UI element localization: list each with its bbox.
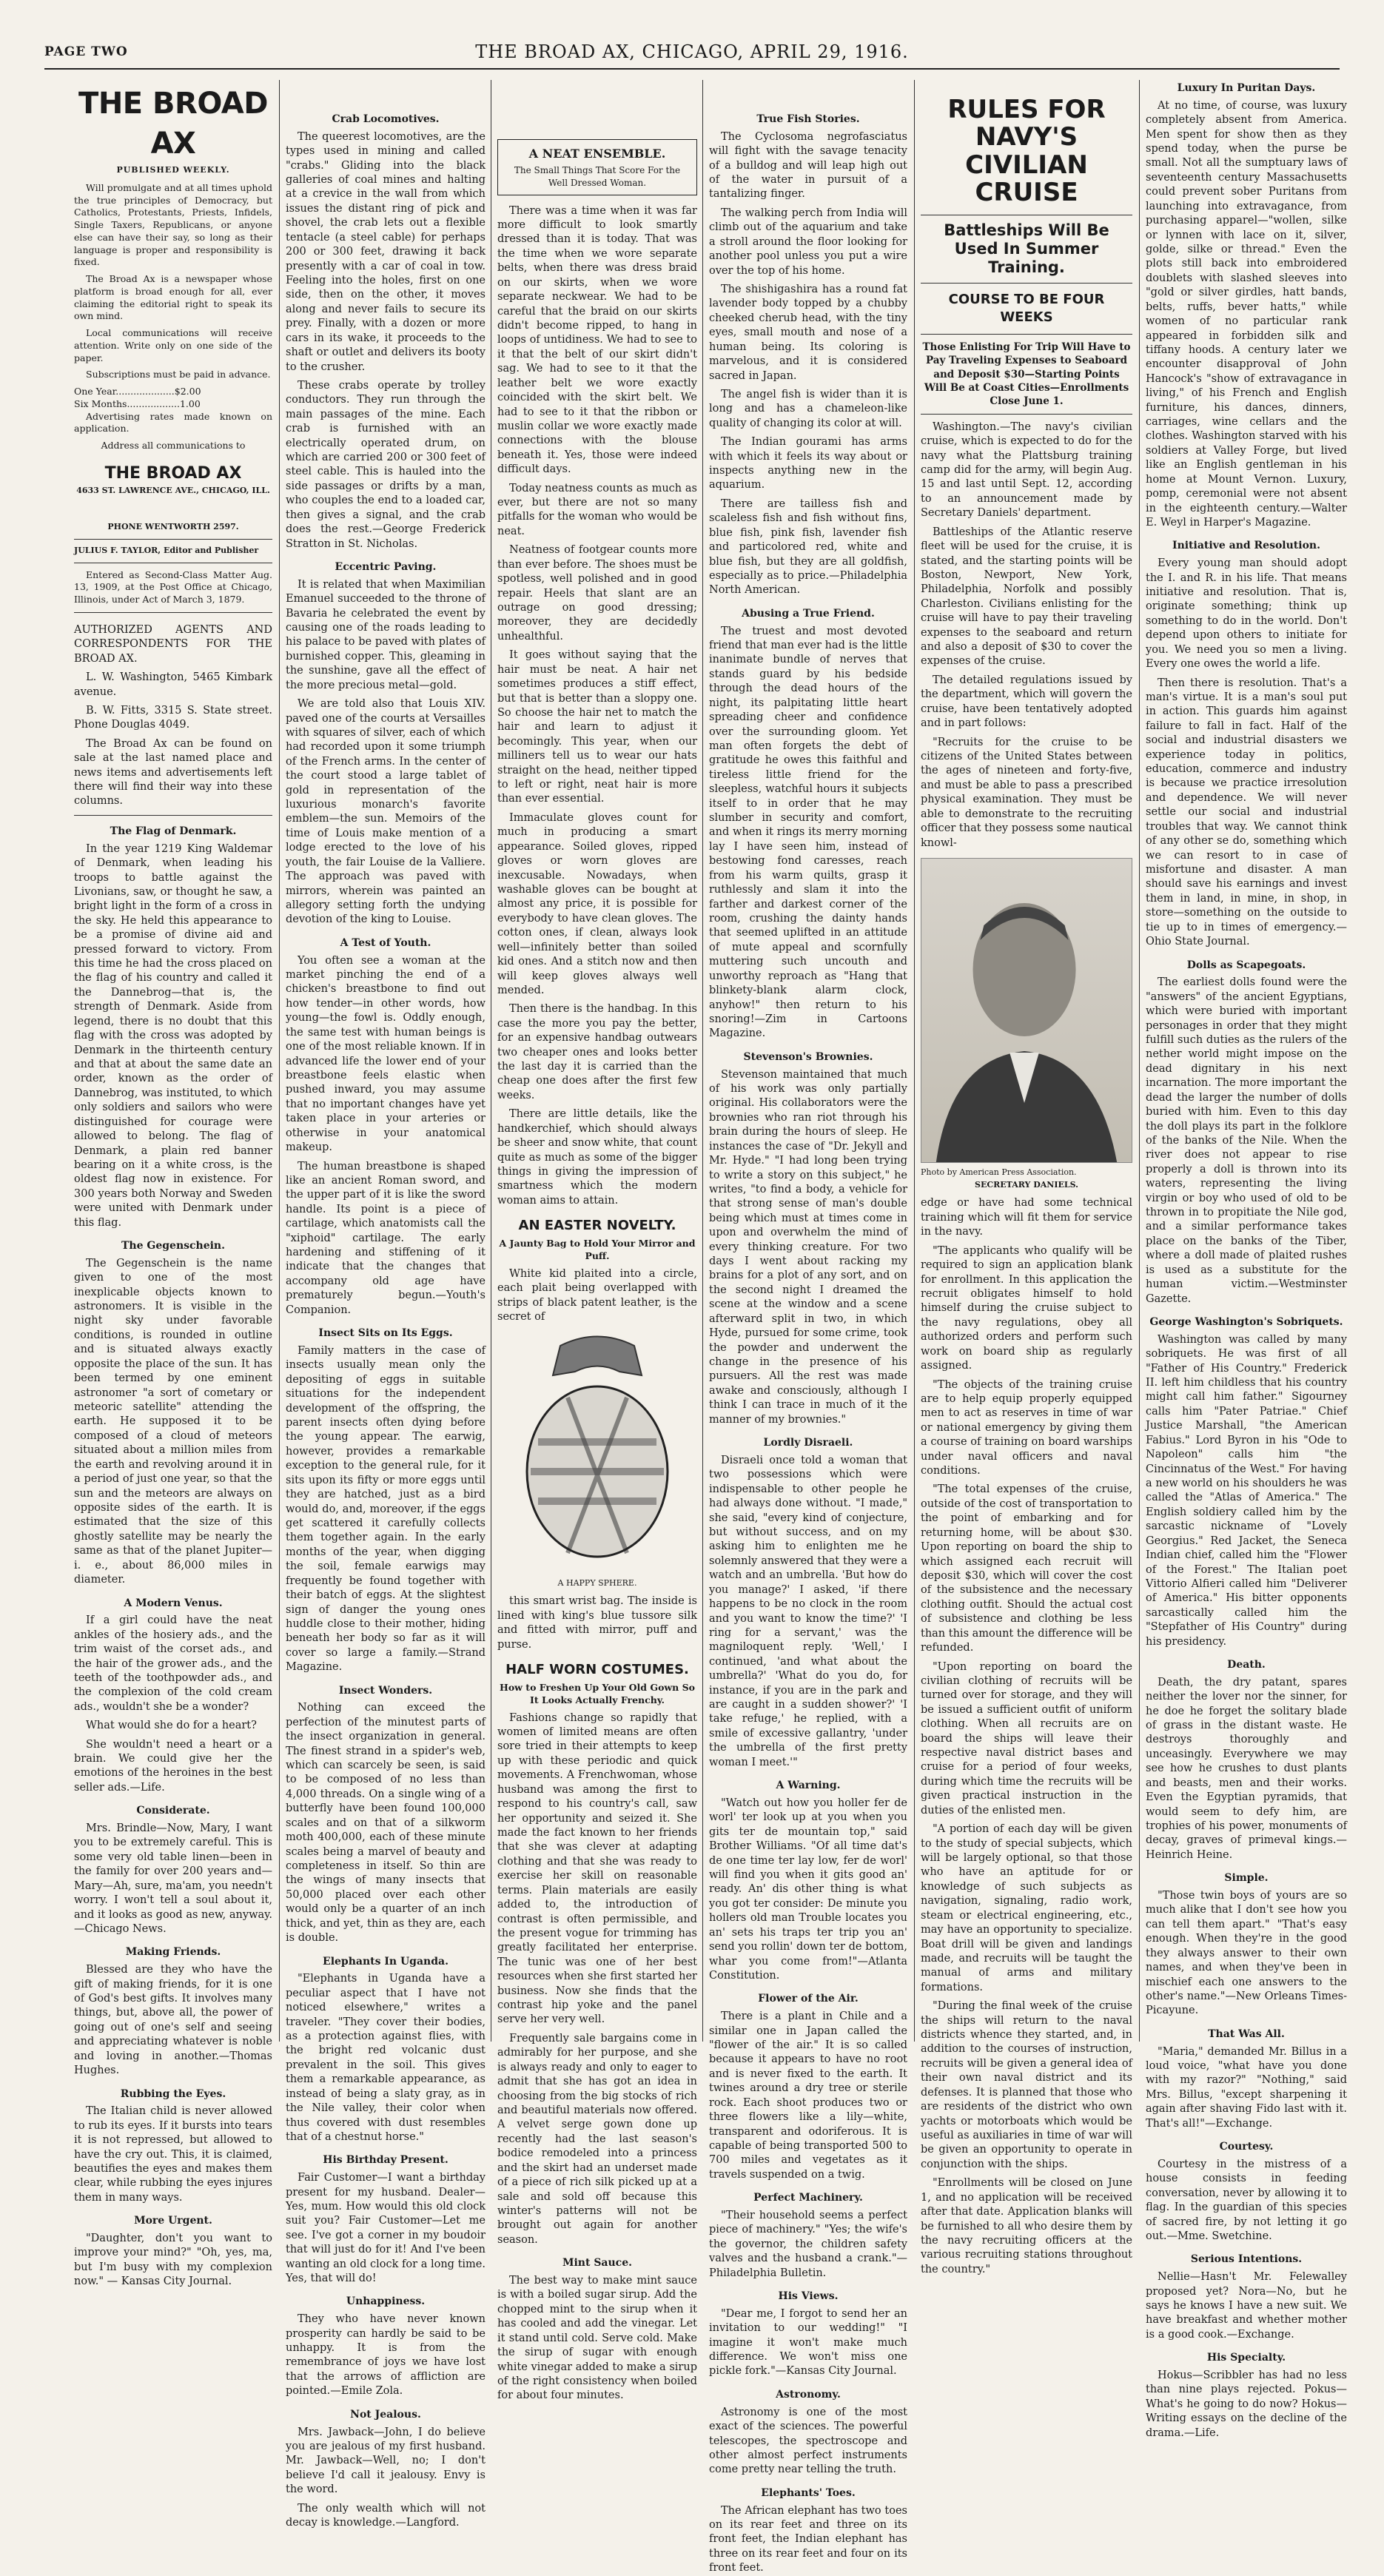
mint-text: The best way to make mint sauce is with a boiled sugar sirup. Add the chopped mint to the sirup when it has cooled and add the vinegar. Let it stand until cold. Serve cold. Make the sirup of sugar with enough white vinegar added to make a sirup of the right consistency when boiled for about four minutes. (497, 2274, 697, 2402)
navy-text-9: "Upon reporting on board the civilian clothing of recruits will be turned over for storage, and they will be issued a sufficient outfit of uniform clothing. When all recruits are on board the ships will leave their respective naval district bases and cruise for a period of four weeks, during which time the recruits will be given practical instruction in the duties of the enlisted men. (921, 1660, 1132, 1817)
insect-text: Family matters in the case of insects usually mean only the depositing of eggs in suitable situations for the independent development of the offspring, the parent insects often dying before the young appear. The earwig, however, provides a remarkable exception to the general rule, for it sits upon its fifty or more eggs until they are hatched, just as a bird would do, and, moreover, if the eggs get scattered it carefully collects them together again. In the early months of the year, when digging the soil, female earwigs may frequently be found together with their batch of eggs. At the slightest sign of danger the young ones huddle close to their mother, hiding beneath her body so far as it will cover so large a family.—Strand Magazine. (286, 1344, 486, 1674)
dolls-text: The earliest dolls found were the "answers" of the ancient Egyptians, which were buried with important personages in order that they might fulfill such duties as the rulers of the nether world might impose on the dead dignitary in his next incarnation. The more important the dead the larger the number of dolls buried with him. Even to this day the doll plays its part in the folklore of the banks of the Nile. When the river does not appear to rise properly a doll is thrown into its waters, representing the living virgin or boy who used of old to be thrown in to propitiate the Nile god, and a similar performance takes place on the banks of the Tiber, where a doll made of plaited rushes is used as a substitute for the human victim.—Westminster Gazette. (1146, 976, 1347, 1305)
easter-sub: A Jaunty Bag to Hold Your Mirror and Puff. (499, 1238, 696, 1262)
friend-text: The truest and most devoted friend that man ever had is the little inanimate bundle of nerves that stands guard by his bedside through the dead hours of the night, its palpitating little heart spreading cheer and confidence over the surrounding gloom. Yet man often forgets the debt of gratitude he owes this faithful and tireless little friend for the sleepless, watchful hours it subjects itself to in order that he may slumber in security and comfort, and when it rings its merry morning lay I have seen him, instead of bestowing fond caresses, reach from his warm quilts, grasp it ruthlessly and slam it into the farther and darkest corner of the room, crushing the dainty hands that seemed uplifted in an attitude of mute appeal and scornfully muttering such uncouth and unworthy reproach as "Hang that blinkety-blank alarm clock, anyhow!" then return to his snoring!—Zim in Cartoons Magazine. (709, 625, 907, 1040)
jealous-text: Mrs. Jawback—John, I do believe you are jealous of my first husband. Mr. Jawback—Well, no; I don't believe I'd call it jealousy. Envy is the word. (286, 2426, 486, 2496)
all-text: "Maria," demanded Mr. Billus in a loud voice, "what have you done with my razor?" "Nothing," said Mrs. Billus, "except sharpening it again after shaving Fido last with it. That's all!"—Exchange. (1146, 2045, 1347, 2130)
warning-head: A Warning. (776, 1780, 841, 1792)
platform-text: The Broad Ax is a newspaper whose platform is broad enough for all, ever claiming the editorial right to speak its own mind. (74, 273, 272, 322)
navy-title: RULES FOR NAVY'S CIVILIAN CRUISE (947, 95, 1106, 208)
death-head: Death. (1227, 1659, 1266, 1671)
friends-text: Blessed are they who have the gift of making friends, for it is one of God's best gifts. It involves many things, but, above all, the power of going out of one's self and seeing and appreciating whatever is noble and loving in another.—Thomas Hughes. (74, 1964, 272, 2077)
column-rule (702, 80, 703, 2042)
masthead (44, 38, 1340, 70)
youth-head: A Test of Youth. (340, 936, 431, 949)
venus-text-3: She wouldn't need a heart or a brain. We could give her the emotions of the heroines in the best seller ads.—Life. (74, 1738, 272, 1794)
astro-text: Astronomy is one of the most exact of the sciences. The powerful telescopes, the spectroscope and other almost perfect instruments come pretty near telling the truth. (709, 2406, 907, 2476)
friend-head: Abusing a True Friend. (742, 607, 875, 620)
column-6 (1146, 80, 1347, 2439)
bday-text: Fair Customer—I want a birthday present for my husband. Dealer—Yes, mum. How would this old clock suit you? Fair Customer—Let me see. I've got a corner in my boudoir that will just do for it! And I've been wanting an old clock for a long time. Yes, that will do! (286, 2172, 486, 2285)
entered-text: Entered as Second-Class Matter Aug. 13, 1909, at the Post Office at Chicago, Illinois, under Act of March 3, 1879. (74, 568, 272, 606)
flag-head: The Flag of Denmark. (110, 825, 237, 837)
wash-text: Washington was called by many sobriquets. He was first of all "Father of His Country." Frederick II. left him childless that his country might call him father." Sigourney calls him "Pater Patriae." Chief Justice Marshall, "the American Fabius." Lord Byron in his "Ode to Napoleon" calls him "the Cincinnatus of the West." For having a new world on his shoulders he was called the "Atlas of America." The English soldiery called him by the sarcastic nickname of "Lovely Georgius." Red Jacket, the Seneca Indian chief, called him the "Flower of the Forest." The Italian poet Vittorio Alfieri called him "Deliverer of America." His bitter opponents sarcastically called him the "Stepfather of His Country" during his presidency. (1146, 1333, 1347, 1648)
masthead-title: THE BROAD AX, CHICAGO, APRIL 29, 1916. (475, 41, 909, 62)
disraeli-head: Lordly Disraeli. (763, 1437, 853, 1449)
air-text: There is a plant in Chile and a similar one in Japan called the "flower of the air." It is so called because it appears to have no root and is never fixed to the earth. It twines around a dry tree or sterile rock. Each shoot produces two or three flowers like a lily—white, transparent and odoriferous. It is capable of being transported 500 to 700 miles and vegetates as it travels suspended on a twig. (709, 2010, 907, 2181)
photo-credit: Photo by American Press Association. (921, 1167, 1077, 1177)
consid-head: Considerate. (136, 1805, 210, 1817)
paving-text-1: It is related that when Maximilian Emanuel succeeded to the throne of Bavaria he celebrated the event by causing one of the roads leading to his palace to be paved with plates of burnished copper. This, gleaming in the sunshine, gave all the effect of the more precious metal—gold. (286, 578, 486, 691)
eleph-text: "Elephants in Uganda have a peculiar aspect that I have not noticed elsewhere," writes a traveler. "They cover their bodies, as a protection against flies, with the bright red volcanic dust prevalent in the soil. This gives them a remarkable appearance, as instead of being a slaty gray, as in the Nile valley, their color when thus covered with dust resembles that of a chestnut horse." (286, 1973, 486, 2143)
rate-six: Six Months..................1.00 (74, 398, 201, 409)
warning-text: "Watch out how you holler fer de worl' ter look up at you when you gits ter de mountain top," said Brother Williams. "Of all time dat's de one time ter lay low, fer de worl' will find you when it gits good an' ready. An' dis other thing is what you got ter consider: De minute you hollers old man Trouble locates you an' sets his traps ter trip you an' send you rollin' down ter de bottom, whar you come from!"—Atlanta Constitution. (709, 1797, 907, 1982)
jealous-head: Not Jealous. (350, 2408, 421, 2421)
address-text: 4633 ST. LAWRENCE AVE., CHICAGO, ILL. (76, 486, 270, 496)
puritan-head: Luxury In Puritan Days. (1177, 82, 1316, 94)
easter-text-1: White kid plaited into a circle, each plait being overlapped with strips of black patent leather, is the secret of (497, 1267, 697, 1324)
column-rule (279, 80, 280, 2042)
unhappy-text: They who have never known prosperity can hardly be said to be unhappy. It is from the remembrance of joys we have lost that the arrows of affliction are pointed.—Emile Zola. (286, 2313, 486, 2398)
bag-caption: A HAPPY SPHERE. (557, 1577, 637, 1588)
address-label: Address all communications to (101, 440, 246, 452)
editor-text: JULIUS F. TAYLOR, Editor and Publisher (74, 545, 259, 555)
youth-text-1: You often see a woman at the market pinching the end of a chicken's breastbone to find out how tender—in other words, how young—the fowl is. Oddly enough, the same test with human beings is one of the most reliable known. If in advanced life the lower end of your breastbone feels elastic when pushed inward, you may assume that no important changes have yet taken place in your arteries or otherwise in your anatomical makeup. (286, 954, 486, 1154)
mint-head: Mint Sauce. (562, 2257, 632, 2270)
toes-text: The African elephant has two toes on its rear feet and three on its front feet, the Indian elephant has three on its rear feet and four on its front feet. (709, 2504, 907, 2575)
all-head: That Was All. (1208, 2027, 1285, 2040)
brownies-head: Stevenson's Brownies. (743, 1050, 873, 1063)
navy-text-10: "A portion of each day will be given to the study of special subjects, which will be largely optional, so that those who have an aptitude for or knowledge of such subjects as navigation, signaling, radio work, steam or electrical engineering, etc., may have an opportunity to specialize. Boat drill will be given and landings made, and recruits will be taught the manual of arms and military formations. (921, 1823, 1132, 1993)
photo-caption: SECRETARY DANIELS. (975, 1179, 1078, 1190)
column-rule (1139, 80, 1140, 2042)
wash-head: George Washington's Sobriquets. (1149, 1316, 1343, 1328)
puritan-text: At no time, of course, was luxury completely absent from America. Men spent for show then as they spend today, when the purse be small. Not all the sumptuary laws of seventeenth century Massachusetts could prevent sober Puritans from launching into extravagance, from purchasing apparel—"wollen, silke or lynnen with lace on it, silver, golde, silke or thread." Even the plots still back into embroidered doublets with slashed sleeves into "gold or silver girdles, hatt bands, belts, ruffs, bever hatts," while women of no particular rank appeared in forbidden silk and tiffany hoods. A century later we encounter disapproval of John Hancock's "show of extravagance in living," of his French and English furniture, his dances, dinners, carriages, wine cellars and the clothes. Washington starved with his soldiers at Valley Forge, but lived like an English gentleman in his home at Mount Vernon. Luxury, pomp, ceremonial were not absent in the eighteenth century.—Walter E. Weyl in Harper's Magazine. (1146, 99, 1347, 529)
agent-2: B. W. Fitts, 3315 S. State street. Phone Douglas 4049. (74, 704, 272, 731)
fish-text-4: The angel fish is wider than it is long and has a chameleon-like quality of changing its color at will. (709, 388, 907, 429)
youth-text-2: The human breastbone is shaped like an ancient Roman sword, and the upper part of it is like the sword handle. Its point is a piece of cartilage, which anatomists call the "xiphoid" cartilage. The early hardening and stiffening of it indicate that the changes that accompany old age have prematurely begun.—Youth's Companion. (286, 1160, 486, 1316)
easter-text-2: this smart wrist bag. The inside is lined with king's blue tussore silk and fitted with mirror, puff and purse. (497, 1595, 697, 1651)
eyes-head: Rubbing the Eyes. (120, 2087, 226, 2100)
agent-3: The Broad Ax can be found on sale at the last named place and news items and advertisements left there will find their way into these columns. (74, 737, 272, 808)
insect-head: Insect Sits on Its Eggs. (318, 1327, 453, 1340)
air-head: Flower of the Air. (758, 1993, 859, 2005)
divider (921, 414, 1132, 415)
column-2 (286, 80, 486, 2529)
divider (74, 539, 272, 540)
wealth-text: The only wealth which will not decay is knowledge.—Langford. (286, 2502, 486, 2529)
navy-text-6: "The applicants who qualify will be required to sign an application blank for enrollment. In this application the recruit obligates himself to hold himself during the cruise subject to the navy regulations, obey all authorized orders and perform such work on board ship as regularly assigned. (921, 1244, 1132, 1372)
urgent-head: More Urgent. (134, 2215, 212, 2227)
published-label: PUBLISHED WEEKLY. (116, 165, 230, 175)
column-5 (921, 80, 1132, 2275)
spec-head: His Specialty. (1206, 2352, 1286, 2364)
column-rule (914, 80, 915, 2042)
column-4 (709, 80, 907, 2575)
neat-text-7: There are little details, like the handkerchief, which should always be sheer and snow white, that count quite as much as some of the bigger things in giving the impression of smartness which the modern woman aims to attain. (497, 1108, 697, 1207)
bday-head: His Birthday Present. (323, 2154, 449, 2167)
eyes-text: The Italian child is never allowed to rub its eyes. If it bursts into tears it is not repressed, but allowed to have the cry out. This, it is claimed, beautifies the eyes and makes them clear, while rubbing the eyes injures them in many ways. (74, 2105, 272, 2204)
navy-text-2: Battleships of the Atlantic reserve fleet will be used for the cruise, it is stated, and the starting points will be Boston, Newport, New York, Philadelphia, Norfolk and possibly Charleston. Civilians enlisting for the cruise will have to pay their traveling expenses to the seaboard and return and also a deposit of $30 to cover the expenses of the cruise. (921, 526, 1132, 668)
intro-text: Will promulgate and at all times uphold the true principles of Democracy, but Catholics, Protestants, Priests, Infidels, Single Taxers, Republicans, or anyone else can have their say, so long as their language is proper and responsibility is fixed. (74, 181, 272, 268)
neat-text-1: There was a time when it was far more difficult to look smartly dressed than it is today. That was the time when we wore separate belts, when there was dress braid on our skirts, when we wore separate neckwear. We had to be careful that the braid on our skirts didn't become ripped, to hang in loops of untidiness. We had to see to it that the belt of our skirt didn't sag. We had to see to it that the leather belt we wore exactly coincided with the skirt belt. We had to see to it that the ribbon or muslin collar we wore exactly made connections with the blouse beneath it. Yes, those were indeed difficult days. (497, 204, 697, 476)
paving-head: Eccentric Paving. (335, 560, 437, 573)
toes-head: Elephants' Toes. (761, 2486, 856, 2499)
wrist-bag-illustration (508, 1331, 686, 1575)
navy-sub-2: COURSE TO BE FOUR WEEKS (948, 292, 1105, 326)
address-name: THE BROAD AX (104, 463, 242, 483)
fish-text-3: The shishigashira has a round fat lavender body topped by a chubby cheeked cherub head, with the tiny eyes, small mouth and nose of a human being. Its coloring is marvelous, and it is considered sacred in Japan. (709, 283, 907, 382)
crab-text-2: These crabs operate by trolley conductors. They run through the main passages of the mine. Each crab is furnished with an electrically operated drum, on which are carried 200 or 300 feet of steel cable. This is hauled into the side passages or drifts by a man, who couples the end to a loaded car, then gives a signal, and the crab does the rest.—George Frederick Stratton in St. Nicholas. (286, 379, 486, 550)
disraeli-text: Disraeli once told a woman that two possessions which were indispensable to other people he had always done without. "I made," she said, "every kind of conjecture, but without success, and on my asking him to enlighten me he solemnly answered that they were a watch and an umbrella. 'But how do you manage?' I asked, 'if there happens to be no clock in the room and you want to know the time?' 'I ring for a servant,' was the magniloquent reply. 'Well,' I continued, 'and what about the umbrella?' 'What do you do, for instance, if you are in the park and are caught in a sudden shower?' 'I take refuge,' he replied, with a smile of excessive gallantry, 'under the umbrella of the first pretty woman I meet.'" (709, 1454, 907, 1768)
column-3 (497, 80, 697, 2402)
secretary-daniels-photo (921, 858, 1132, 1163)
divider (921, 283, 1132, 284)
paving-text-2: We are told also that Louis XIV. paved one of the courts at Versailles with squares of silver, each of which had recorded upon it some triumph of the French arms. In the center of the court stood a large tablet of gold in representation of the luxurious monarch's favorite emblem—the sun. Memoirs of the time of Louis make mention of a lodge erected to the love of his youth, the fair Louise de la Valliere. The approach was paved with mirrors, wherein was painted an allegory setting forth the undying devotion of the king to Louise. (286, 698, 486, 926)
fish-text-1: The Cyclosoma negrofasciatus will fight with the savage tenacity of a bulldog and will leap high out of the water in pursuit of a tantalizing finger. (709, 130, 907, 201)
divider (921, 334, 1132, 335)
agents-head: AUTHORIZED AGENTS AND CORRESPONDENTS FOR THE BROAD AX. (74, 623, 272, 665)
serious-text: Nellie—Hasn't Mr. Felewalley proposed yet? Nora—No, but he says he knows I have a new suit. We have breakfast and whether mother is a good cook.—Exchange. (1146, 2271, 1347, 2341)
wonders-head: Insect Wonders. (338, 1684, 433, 1697)
neat-text-5: Immaculate gloves count for much in producing a smart appearance. Soiled gloves, ripped gloves or worn gloves are inexcusable. Nowadays, when washable gloves can be bought at almost any price, it is possible for everybody to have clean gloves. The cotton ones, if clean, always look well—infinitely better than soiled kid ones. And a stitch now and then will keep gloves always well mended. (497, 811, 697, 996)
serious-head: Serious Intentions. (1190, 2253, 1303, 2266)
page-label: PAGE TWO (44, 44, 128, 59)
court-text: Courtesy in the mistress of a house consists in feeding conversation, never by allowing it to flag. In the guardian of this species of sacred fire, by not letting it go out.—Mme. Swetchine. (1146, 2158, 1347, 2242)
views-text: "Dear me, I forgot to send her an invitation to our wedding!" "I imagine it won't make much difference. We won't miss one pickle fork."—Kansas City Journal. (709, 2307, 907, 2378)
friends-head: Making Friends. (125, 1946, 221, 1959)
views-head: His Views. (778, 2290, 839, 2303)
simple-head: Simple. (1224, 1872, 1269, 1885)
navy-sub-1: Battleships Will Be Used In Summer Training. (944, 221, 1109, 276)
wonders-text: Nothing can exceed the perfection of the minutest parts of the insect organization in general. The finest strand in a spider's web, which can scarcely be seen, is said to be composed of no less than 4,000 threads. On a single wing of a butterfly have been found 100,000 scales and on that of a silkworm moth 400,000, each of these minute scales being a marvel of beauty and completeness in itself. So thin are the wings of many insects that 50,000 placed over each other would only be a quarter of an inch thick, and yet, thin as they are, each is double. (286, 1702, 486, 1945)
portrait-icon (921, 859, 1132, 1162)
mach-text: "Their household seems a perfect piece of machinery." "Yes; the wife's the governor, the children safety valves and the husband a crank."—Philadelphia Bulletin. (709, 2209, 907, 2279)
neat-text-3: Neatness of footgear counts more than ever before. The shoes must be spotless, well polished and in good repair. Heels that slant are an outrage on good dressing; moreover, they are decidedly unhealthful. (497, 544, 697, 643)
init-head: Initiative and Resolution. (1172, 540, 1320, 552)
navy-text-12: "Enrollments will be closed on June 1, and no application will be received after that date. Application blanks will be furnished to all who desire them by the navy recruiting officers at the various recruiting stations throughout the country." (921, 2177, 1132, 2275)
rate-year: One Year....................$2.00 (74, 386, 201, 398)
neat-sub: The Small Things That Score For the Well Dressed Woman. (514, 165, 681, 188)
halfworn-sub: How to Freshen Up Your Old Gown So It Looks Actually Frenchy. (500, 1682, 695, 1705)
navy-text-5: edge or have had some technical training which will fit them for service in the navy. (921, 1197, 1132, 1238)
fish-text-2: The walking perch from India will climb out of the aquarium and take a stroll around the floor looking for another pool unless you put a wire over the top of his home. (709, 207, 907, 277)
easter-head: AN EASTER NOVELTY. (518, 1218, 676, 1234)
mach-head: Perfect Machinery. (753, 2192, 863, 2204)
brownies-text: Stevenson maintained that much of his work was only partially original. His collaborators were the brownies who ran riot through his brain during the hours of sleep. He instances the case of "Dr. Jekyll and Mr. Hyde." "I had long been trying to write a story on this subject," he writes, "to find a body, a vehicle for that strong sense of man's double being which must at times come in upon and overwhelm the mind of every thinking creature. For two days I went about racking my brains for a plot of any sort, and on the second night I dreamed the scene at the window and a scene afterward split in two, in which Hyde, pursued for some crime, took the powder and underwent the change in the presence of his pursuers. All the rest was made awake and consciously, although I think I can trace in much of it the manner of my brownies." (709, 1068, 907, 1426)
venus-head: A Modern Venus. (124, 1597, 223, 1609)
wrist-bag-icon (508, 1331, 686, 1575)
gegen-head: The Gegenschein. (121, 1240, 225, 1252)
divider (74, 815, 272, 816)
flag-text: In the year 1219 King Waldemar of Denmark, when leading his troops to battle against the Livonians, saw, or thought he saw, a bright light in the form of a cross in the sky. He held this appearance to be a promise of divine aid and pressed forward to victory. From this time he had the cross placed on the flag of his country and called it the Dannebrog—that is, the strength of Denmark. Aside from legend, there is no doubt that this flag with the cross was adopted by Denmark in the thirteenth century and that at about the same date an order, known as the order of Dannebrog, was instituted, to which only soldiers and sailors who were distinguished for courage were allowed to belong. The flag of Denmark, a plain red banner bearing on it a white cross, is the oldest flag now in existence. For 300 years both Norway and Sweden were united with Denmark under this flag. (74, 842, 272, 1229)
navy-text-3: The detailed regulations issued by the department, which will govern the cruise, have been tentatively adopted and in part follows: (921, 674, 1132, 730)
eleph-head: Elephants In Uganda. (323, 1955, 449, 1968)
fish-head: True Fish Stories. (756, 113, 860, 125)
gegen-text: The Gegenschein is the name given to one of the most inexplicable objects known to astronomers. It is visible in the night sky under favorable conditions, is rounded in outline and is situated always exactly opposite the place of the sun. It has been termed by one eminent astronomer "a sort of cometary or meteoric satellite" attending the earth. He supposed it to be composed of a cloud of meteors situated about a million miles from the earth and revolving around it in a period of just one year, so that the sun and the meteors are always on opposite sides of the earth. It is estimated that the size of this ghostly satellite may be nearly the same as that of the planet Jupiter—i. e., about 86,000 miles in diameter. (74, 1257, 272, 1586)
astro-head: Astronomy. (776, 2388, 841, 2401)
init-text-2: Then there is resolution. That's a man's virtue. It is a man's soul put in action. This guards him against failure to fall in fact. Half of the social and industrial disasters we experience today in politics, education, commerce and industry is because we practice irresolution and dependence. We will never settle our social and industrial troubles that way. We cannot think of any other se do, something which we can resort to in case of misfortune and disaster. A man should save his earnings and invest them in land, in mine, in shop, in store—something on the outside to tie up to in times of emergency.—Ohio State Journal. (1146, 677, 1347, 948)
neat-text-4: It goes without saying that the hair must be neat. A hair net sometimes produces a stiff effect, but that is better than a sloppy one. So choose the hair net to match the hair and learn to adjust it becomingly. This year, when our milliners tell us to wear our hats straight on the head, neither tipped to left or right, neat hair is more than ever essential. (497, 649, 697, 805)
spec-text: Hokus—Scribbler has had no less than nine plays rejected. Pokus—What's he going to do now? Hokus—Writing essays on the decline of the drama.—Life. (1146, 2369, 1347, 2439)
simple-text: "Those twin boys of yours are so much alike that I don't see how you can tell them apart." "That's easy enough. When they're in the good they always answer to their own names, and when they've been in mischief each one answers to the other's name."—New Orleans Times-Picayune. (1146, 1890, 1347, 2017)
neat-text-2: Today neatness counts as much as ever, but there are not so many pitfalls for the woman who would be neat. (497, 482, 697, 537)
navy-text-1: Washington.—The navy's civilian cruise, which is expected to do for the navy what the Plattsburg training camp did for the army, will begin Aug. 15 and last until Sept. 12, according to an announcement made by Secretary Daniels' department. (921, 420, 1132, 520)
court-head: Courtesy. (1219, 2141, 1274, 2153)
divider (74, 612, 272, 613)
neat-ensemble-box (497, 139, 697, 195)
neat-head: A NEAT ENSEMBLE. (528, 147, 666, 161)
venus-text-1: If a girl could have the neat ankles of the hosiery ads., and the trim waist of the corset ads., and the hair of the grower ads., and the teeth of the toothpowder ads., and the complexion of the cold cream ads., wouldn't she be a wonder? (74, 1614, 272, 1713)
unhappy-head: Unhappiness. (346, 2295, 426, 2308)
dolls-head: Dolls as Scapegoats. (1186, 959, 1306, 971)
death-text: Death, the dry patant, spares neither the lover nor the sinner, for he doe he forget the solitary blade of grass in the distant waste. He destroys thoroughly and unceasingly. Everywhere we may see how he crushes to dust plants and beasts, men and their works. Even the Egyptian pyramids, that would seem to defy him, are trophies of his power, monuments of decay, graves of primeval kings.—Heinrich Heine. (1146, 1676, 1347, 1861)
column-1 (74, 80, 272, 2288)
phone-text: PHONE WENTWORTH 2597. (107, 522, 239, 532)
halfworn-text-2: Frequently sale bargains come in admirably for her purpose, and she is always ready and only to eager to admit that she has got an idea in choosing from the big stocks of rich and beautiful materials now offered. A velvet serge gown done up recently had the last season's bodice remodeled into a princess and the skirt had an underset made of a piece of rich silk picked up at a sale and sold off because this winter's patterns will not be brought out again for another season. (497, 2032, 697, 2246)
navy-text-4: "Recruits for the cruise to be citizens of the United States between the ages of nineteen and forty-five, and must be able to pass a prescribed physical examination. They must be able to demonstrate to the recruiting officer that they possess some nautical knowl- (921, 736, 1132, 849)
subs-text: Subscriptions must be paid in advance. (86, 369, 271, 380)
venus-text-2: What would she do for a heart? (86, 1720, 257, 1732)
local-text: Local communications will receive attention. Write only on one side of the paper. (74, 327, 272, 363)
urgent-text: "Daughter, don't you want to improve your mind?" "Oh, yes, ma, but I'm busy with my complexion now." — Kansas City Journal. (74, 2233, 272, 2288)
init-text-1: Every young man should adopt the I. and R. in his life. That means initiative and resolution. That is, originate something; think up something to do in the world. Don't depend upon others to initiate for you. We need you so men a living. Every one owes the world a life. (1146, 557, 1347, 671)
navy-text-11: "During the final week of the cruise the ships will return to the naval districts whence they started, and, in addition to the courses of instruction, recruits will be given a general idea of their own naval district and its defenses. It is planned that those who are residents of the district who own yachts or motorboats which would be useful as auxiliaries in time of war will be given an opportunity to operate in conjunction with the ships. (921, 2000, 1132, 2170)
halfworn-head: HALF WORN COSTUMES. (505, 1662, 689, 1677)
paper-name: THE BROAD AX (78, 87, 268, 161)
navy-deck: Those Enlisting For Trip Will Have to Pay Traveling Expenses to Seaboard and Deposit $30—Starting Points Will Be at Coast Cities—Enrollments Close June 1. (922, 341, 1131, 407)
fish-text-6: There are tailless fish and scaleless fish and fish without fins, blue fish, pink fish, lavender fish and particolored red, white and blue fish, but they are all goldfish, especially as to price.—Philadelphia North American. (709, 497, 907, 597)
agent-1: L. W. Washington, 5465 Kimbark avenue. (74, 671, 272, 698)
crab-text-1: The queerest locomotives, are the types used in mining and called "crabs." Gliding into the black galleries of coal mines and halting at a crevice in the wall from which issues the distant ring of pick and shovel, the crab lets out a flexible tentacle (a steel cable) for perhaps 200 or 300 feet, drawing it back presently with a car of coal in tow. Feeling into the holes, first on one side, then on the other, it moves along and never fails to secure its prey. Finally, with a dozen or more cars in its wake, it proceeds to the shaft or outlet and delivers its booty to the crusher. (286, 130, 486, 373)
fish-text-5: The Indian gourami has arms with which it feels its way about or inspects anything new in the aquarium. (709, 436, 907, 492)
advert-text: Advertising rates made known on application. (74, 410, 272, 435)
navy-text-8: "The total expenses of the cruise, outside of the cost of transportation to the point of embarking and for returning home, will be about $30. Upon reporting on board the ship to which assigned each recruit will deposit $30, which will cover the cost of the subsistence and the necessary clothing outfit. Should the actual cost of subsistence and clothing be less than this amount the difference will be refunded. (921, 1483, 1132, 1654)
crab-head: Crab Locomotives. (332, 113, 440, 125)
navy-text-7: "The objects of the training cruise are to help equip properly equipped men to act as reserves in time of war or national emergency by giving them a course of training on board warships under naval officers and naval conditions. (921, 1378, 1132, 1477)
halfworn-text-1: Fashions change so rapidly that women of limited means are often sore tried in their attempts to keep up with these periodic and quick movements. A Frenchwoman, whose husband was among the first to respond to his country's call, saw her opportunity and seized it. She made the fact known to her friends that she was clever at adapting clothing and that she was ready to exercise her skill on reasonable terms. Plain materials are easily added to, the introduction of contrast is often permissible, and the present vogue for trimming has greatly facilitated her enterprise. The tunic was one of her best resources when she first started her business. Now she finds that the contrast hip yoke and the panel serve her very well. (497, 1711, 697, 2026)
neat-text-6: Then there is the handbag. In this case the more you pay the better, for an expensive handbag outwears two cheaper ones and looks better the last day it is carried than the cheap one does after the first few weeks. (497, 1003, 697, 1101)
consid-text: Mrs. Brindle—Now, Mary, I want you to be extremely careful. This is some very old table linen—been in the family for over 200 years and— Mary—Ah, sure, ma'am, you needn't worry. I won't tell a soul about it, and it looks as good as new, anyway.—Chicago News. (74, 1822, 272, 1936)
